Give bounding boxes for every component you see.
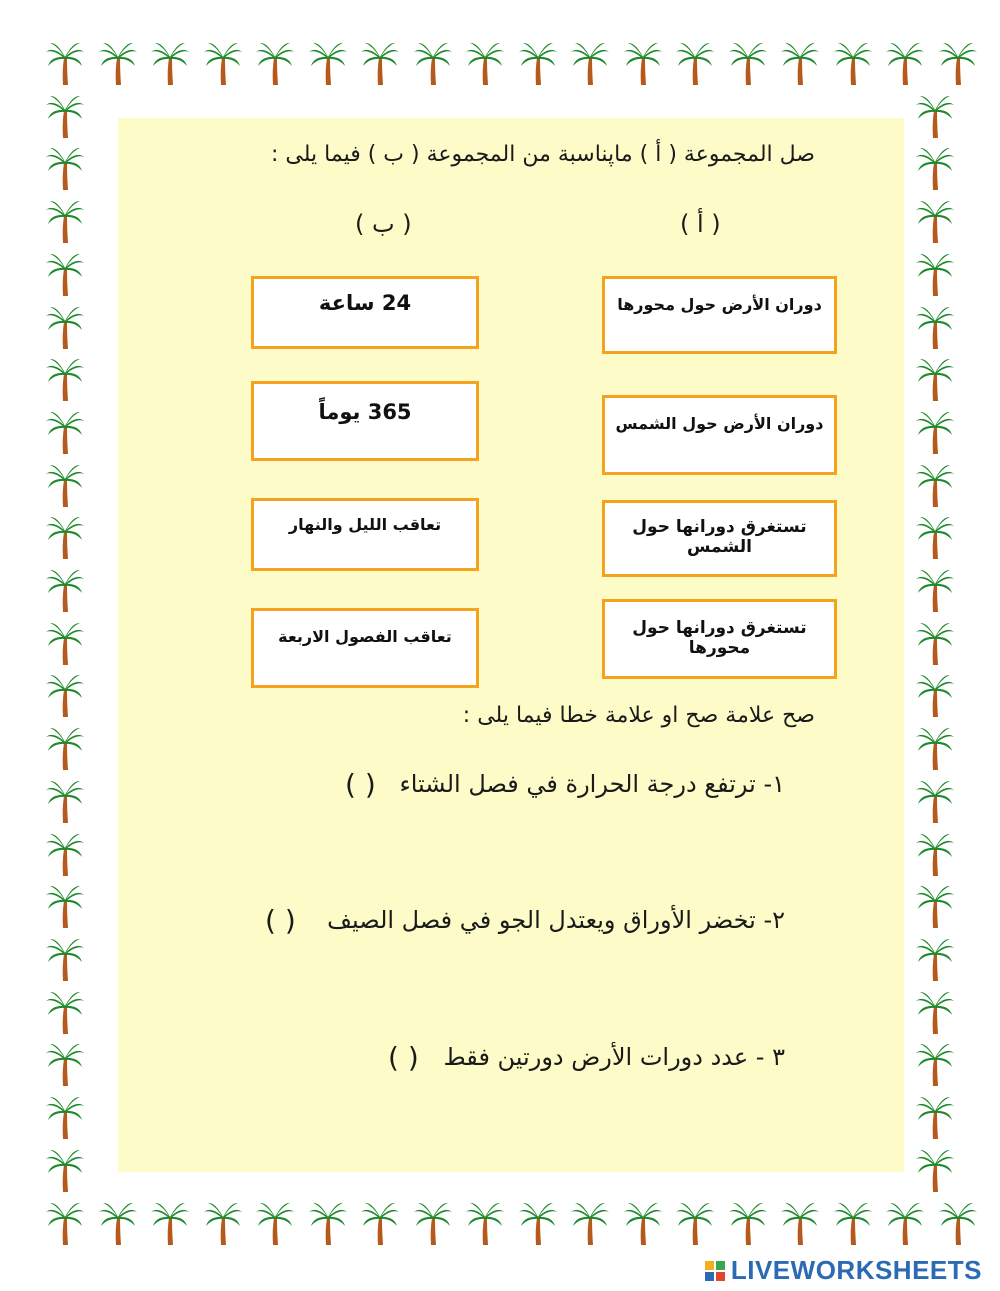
palm-tree-icon — [570, 1200, 610, 1246]
palm-tree-icon — [45, 883, 85, 929]
group-b-text-4: تعاقب الفصول الاربعة — [278, 627, 452, 646]
palm-tree-icon — [915, 672, 955, 718]
palm-tree-icon — [915, 778, 955, 824]
palm-tree-icon — [938, 1200, 978, 1246]
palm-tree-icon — [413, 40, 453, 86]
group-b-text-3: تعاقب الليل والنهار — [288, 515, 442, 534]
group-b-box-1[interactable] — [251, 276, 479, 349]
palm-tree-icon — [150, 40, 190, 86]
palm-tree-icon — [465, 1200, 505, 1246]
palm-tree-icon — [98, 1200, 138, 1246]
palm-tree-icon — [45, 778, 85, 824]
palm-tree-icon — [570, 40, 610, 86]
palm-tree-icon — [203, 1200, 243, 1246]
palm-tree-icon — [915, 989, 955, 1035]
palm-tree-icon — [885, 40, 925, 86]
group-a-box-2[interactable] — [602, 395, 837, 475]
liveworksheets-logo-icon — [705, 1261, 725, 1281]
palm-tree-icon — [45, 1041, 85, 1087]
palm-tree-icon — [915, 883, 955, 929]
palm-tree-icon — [45, 672, 85, 718]
palm-tree-icon — [308, 40, 348, 86]
palm-tree-icon — [728, 40, 768, 86]
palm-tree-icon — [45, 831, 85, 877]
palm-tree-icon — [308, 1200, 348, 1246]
palm-tree-icon — [675, 40, 715, 86]
palm-tree-icon — [45, 567, 85, 613]
statement-1: ١- ترتفع درجة الحرارة في فصل الشتاء — [399, 770, 785, 798]
palm-tree-icon — [623, 1200, 663, 1246]
palm-tree-icon — [360, 1200, 400, 1246]
palm-tree-icon — [45, 251, 85, 297]
palm-tree-icon — [915, 936, 955, 982]
palm-tree-icon — [465, 40, 505, 86]
palm-tree-icon — [45, 40, 85, 86]
palm-tree-icon — [203, 40, 243, 86]
group-a-label: ( أ ) — [680, 210, 721, 238]
group-b-text-1: 24 ساعة — [318, 291, 412, 315]
palm-tree-icon — [45, 725, 85, 771]
answer-blank-1[interactable]: ( ) — [345, 768, 376, 801]
palm-tree-icon — [915, 1147, 955, 1193]
palm-tree-icon — [915, 145, 955, 191]
palm-tree-icon — [45, 198, 85, 244]
palm-tree-icon — [150, 1200, 190, 1246]
group-a-text-2: دوران الأرض حول الشمس — [615, 414, 824, 433]
palm-tree-icon — [45, 514, 85, 560]
palm-tree-icon — [45, 989, 85, 1035]
palm-tree-icon — [915, 93, 955, 139]
palm-tree-icon — [45, 93, 85, 139]
palm-tree-icon — [45, 620, 85, 666]
palm-tree-icon — [518, 1200, 558, 1246]
group-b-box-3[interactable] — [251, 498, 479, 571]
answer-blank-2[interactable]: ( ) — [265, 904, 296, 937]
palm-tree-icon — [915, 725, 955, 771]
palm-tree-icon — [915, 198, 955, 244]
group-b-box-4[interactable] — [251, 608, 479, 688]
group-a-text-3: تستغرق دورانها حول الشمس — [632, 517, 807, 557]
palm-tree-icon — [780, 40, 820, 86]
palm-tree-icon — [45, 145, 85, 191]
palm-tree-icon — [915, 1041, 955, 1087]
palm-tree-icon — [833, 1200, 873, 1246]
palm-tree-icon — [45, 356, 85, 402]
palm-tree-icon — [938, 40, 978, 86]
group-b-label: ( ب ) — [355, 210, 412, 238]
palm-tree-icon — [915, 356, 955, 402]
palm-tree-icon — [915, 514, 955, 560]
palm-tree-icon — [780, 1200, 820, 1246]
palm-tree-icon — [728, 1200, 768, 1246]
palm-tree-icon — [45, 409, 85, 455]
palm-tree-icon — [675, 1200, 715, 1246]
group-a-box-4[interactable] — [602, 599, 837, 679]
palm-tree-icon — [915, 1094, 955, 1140]
palm-tree-icon — [833, 40, 873, 86]
answer-blank-3[interactable]: ( ) — [388, 1041, 419, 1074]
palm-tree-icon — [45, 936, 85, 982]
palm-tree-icon — [255, 40, 295, 86]
group-b-text-2: 365 يوماً — [318, 400, 412, 424]
group-a-box-3[interactable] — [602, 500, 837, 577]
palm-tree-icon — [45, 1094, 85, 1140]
palm-tree-icon — [360, 40, 400, 86]
palm-tree-icon — [915, 567, 955, 613]
liveworksheets-logo[interactable] — [705, 1255, 982, 1286]
palm-tree-icon — [915, 462, 955, 508]
tf-instruction: صح علامة صح او علامة خطا فيما يلى : — [462, 703, 815, 728]
palm-tree-icon — [518, 40, 558, 86]
palm-tree-icon — [915, 251, 955, 297]
group-a-box-1[interactable] — [602, 276, 837, 354]
palm-tree-icon — [915, 831, 955, 877]
statement-2: ٢- تخضر الأوراق ويعتدل الجو في فصل الصيف — [327, 906, 785, 934]
palm-tree-icon — [45, 304, 85, 350]
palm-tree-icon — [885, 1200, 925, 1246]
palm-tree-icon — [45, 1200, 85, 1246]
match-instruction: صل المجموعة ( أ ) ماپناسبة من المجموعة ( ب ) فيما يلى : — [271, 142, 815, 167]
palm-tree-icon — [915, 304, 955, 350]
palm-tree-icon — [45, 1147, 85, 1193]
palm-tree-icon — [45, 462, 85, 508]
palm-tree-icon — [98, 40, 138, 86]
palm-tree-icon — [623, 40, 663, 86]
group-b-box-2[interactable] — [251, 381, 479, 461]
group-a-text-1: دوران الأرض حول محورها — [617, 295, 822, 314]
palm-tree-icon — [413, 1200, 453, 1246]
palm-tree-icon — [255, 1200, 295, 1246]
statement-3: ٣ - عدد دورات الأرض دورتين فقط — [443, 1043, 785, 1071]
palm-tree-icon — [915, 409, 955, 455]
palm-tree-icon — [915, 620, 955, 666]
logo-text: LIVEWORKSHEETS — [730, 1255, 982, 1285]
group-a-text-4: تستغرق دورانها حول محورها — [632, 618, 807, 658]
